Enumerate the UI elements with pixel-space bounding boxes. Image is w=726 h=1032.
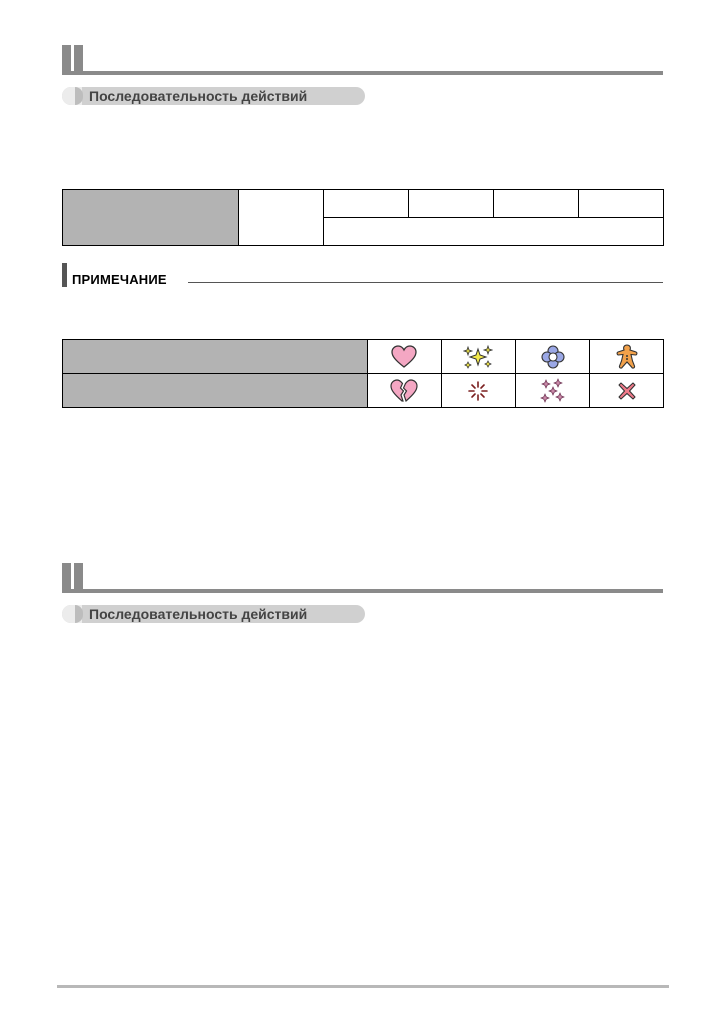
icon-cell [441,340,516,374]
footer-rule [57,985,669,988]
x-mark-icon [617,381,637,401]
broken-heart-icon [390,379,418,403]
procedure-pill-1 [62,87,365,105]
section-rule [62,71,663,75]
pill-cap [62,87,82,105]
table-cell [324,190,409,218]
icon-cell [367,340,441,374]
scattered-sparkles-icon [540,378,566,404]
settings-table [62,189,664,246]
icon-cell [367,374,441,408]
table-header-cell [63,374,368,408]
section-rule [62,589,663,593]
procedure-label: Последовательность действий [89,606,308,622]
procedure-pill-2 [62,605,365,623]
table-header-cell [63,190,239,246]
table-cell [324,218,664,246]
sparkle-icon [463,344,493,370]
note-rule [188,282,663,283]
note-marker [62,263,67,287]
icon-cell [590,340,664,374]
table-cell [409,190,494,218]
procedure-label: Последовательность действий [89,88,308,104]
table-cell [579,190,664,218]
icon-cell [516,374,590,408]
flower-icon [541,345,565,369]
table-cell [494,190,579,218]
note-title: ПРИМЕЧАНИЕ [72,272,167,287]
table-header-cell [63,340,368,374]
icon-cell [441,374,516,408]
table-cell [239,190,324,246]
icon-cell [590,374,664,408]
gingerbread-icon [616,344,638,370]
section-header-2 [62,563,663,577]
pill-cap [62,605,82,623]
icon-table [62,339,664,408]
icon-cell [516,340,590,374]
burst-icon [467,380,489,402]
heart-icon [391,345,417,369]
section-header-1 [62,45,663,59]
